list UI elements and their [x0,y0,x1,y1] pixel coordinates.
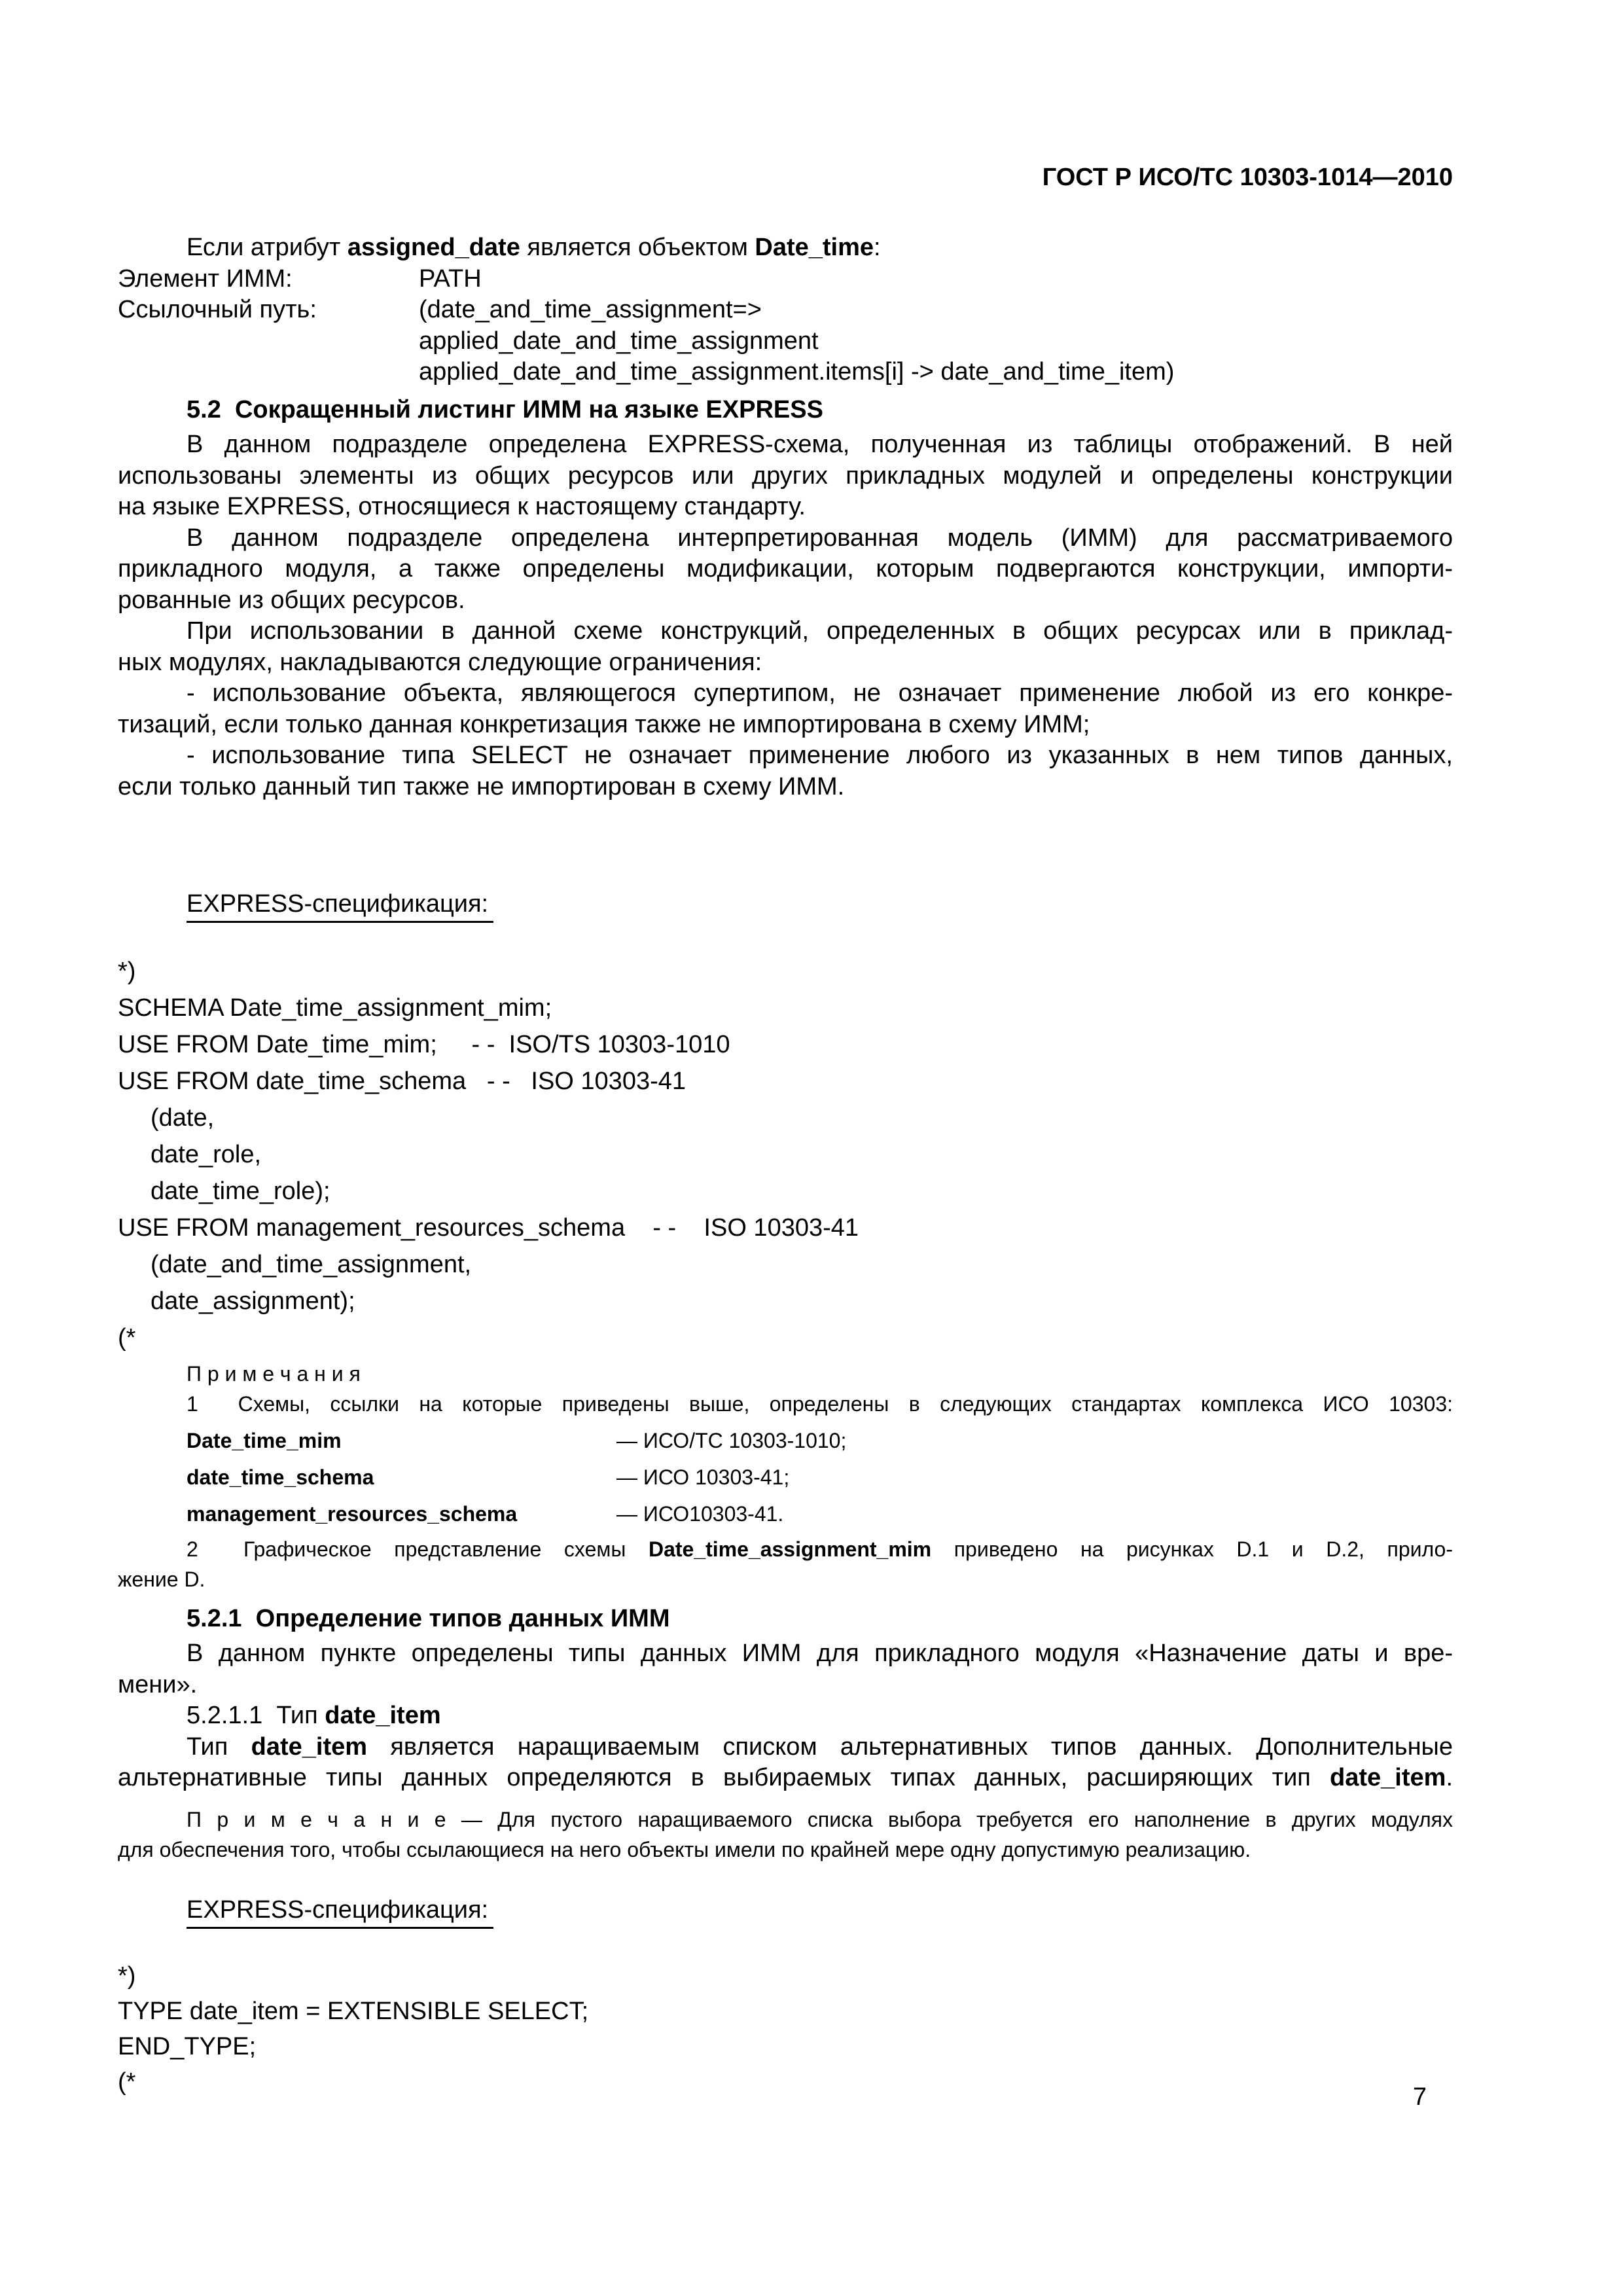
express-code-schema [118,953,1453,1356]
schema-name: management_resources_schema [187,1501,518,1526]
mapping-key [118,357,419,388]
text-line: если только данный тип также не импортирован в схему ИММ. [118,772,845,800]
section-5-2-1-1-heading [118,1700,1453,1732]
text-line: В данном подразделе определена EXPRESS-схема, полученная из таблицы отображений. В ней [187,431,1453,458]
note-date-item [118,1804,1453,1865]
imm-element-mapping [118,264,1453,388]
text-span: альтернативные типы данных определяются в выбираемых типах данных, расширяющих тип [118,1764,1330,1791]
text-span: : [874,234,881,261]
mapping-row [118,264,1453,295]
para-restriction-supertype [118,678,1453,740]
note-2 [118,1534,1453,1594]
text-span: является объектом [520,234,755,261]
text-span: . [1446,1764,1453,1791]
para-date-item [118,1732,1453,1794]
note-1 [118,1389,1453,1419]
schema-standard: — ИСО10303-41. [616,1501,784,1526]
code-line: USE FROM management_resources_schema - - ISO 10303-41 [118,1213,859,1242]
document-body [118,232,1453,2100]
text-line: для обеспечения того, чтобы ссылающиеся на него объекты имели по крайней мере одну допустимую реализацию. [118,1837,1251,1861]
text-line: использованы элементы из общих ресурсов или других прикладных модулей и определены конструкции [118,461,1453,490]
code-line: END_TYPE; [118,2033,257,2060]
text-span: является наращиваемым списком альтернативных типов данных. Дополнительные [367,1732,1453,1761]
code-line: (* [118,1323,136,1352]
page-number: 7 [1412,2083,1427,2111]
text-line: При использовании в данной схеме конструкций, определенных в общих ресурсах или в приклад- [187,617,1453,645]
term-bold: Date_time_assignment_mim [648,1537,932,1561]
term-bold: date_item [251,1732,368,1761]
notes-title [118,1359,1453,1389]
mapping-row [118,326,1453,357]
text-line: П р и м е ч а н и я [187,1361,361,1386]
express-code-date-item [118,1958,1453,2100]
code-line: *) [118,1962,136,1990]
text-line: П р и м е ч а н и е — Для пустого наращиваемого списка выбора требуется его наполнение в других модулях [187,1807,1453,1831]
text-span: Тип [187,1732,251,1761]
text-line: на языке EXPRESS, относящиеся к настоящему стандарту. [118,493,806,520]
text-line: - использование типа SELECT не означает применение любого из указанных в нем типов данных, [187,742,1453,769]
mapping-key [118,326,419,357]
schema-ref-row [118,1462,1453,1492]
text-span: 5.2.1.1 Тип [187,1702,325,1729]
note-1-schema-refs [118,1426,1453,1529]
code-line: date_time_role); [151,1177,330,1205]
schema-name: date_time_schema [187,1465,374,1489]
schema-standard: — ИСО 10303-41; [616,1465,790,1489]
mapping-value: PATH [419,264,482,293]
text-line [118,232,1453,264]
schema-ref-row [118,1499,1453,1529]
para-express-schema [118,429,1453,523]
code-line: (date, [151,1103,215,1132]
underlined-label: EXPRESS-спецификация: [187,890,493,923]
para-restrictions-intro [118,616,1453,678]
mapping-value: applied_date_and_time_assignment [419,327,819,355]
text-span: приведено на рисунках D.1 и D.2, прило- [931,1537,1454,1561]
mapping-key: Элемент ИММ: [118,264,293,293]
para-imm-model [118,523,1453,617]
mapping-value: applied_date_and_time_assignment.items[i] -> date_and_time_item) [419,358,1175,386]
code-line: USE FROM Date_time_mim; - - ISO/TS 10303-1010 [118,1030,730,1058]
intro-condition [118,232,1453,264]
mapping-row [118,295,1453,326]
text-line: мени». [118,1670,198,1698]
mapping-key: Ссылочный путь: [118,296,317,323]
code-line: USE FROM date_time_schema - - ISO 10303-41 [118,1067,687,1095]
express-spec-label-1 [118,889,1453,920]
text-line [118,1534,1453,1564]
text-line [118,1763,1453,1794]
schema-ref-row [118,1426,1453,1456]
express-spec-label-2 [118,1895,1453,1926]
code-line: (* [118,2068,136,2096]
term-bold: assigned_date [347,234,520,261]
text-line: тизаций, если только данная конкретизация также не импортирована в схему ИММ; [118,710,1090,738]
text-line: - использование объекта, являющегося супертипом, не означает применение любой из его конкре- [187,679,1453,707]
mapping-value: (date_and_time_assignment=> [419,296,762,323]
code-line: SCHEMA Date_time_assignment_mim; [118,994,552,1022]
text-span: 2 Графическое представление схемы [187,1537,649,1561]
text-line: 1 Схемы, ссылки на которые приведены выше, определены в следующих стандартах комплекса ИСО 10303: [187,1391,1453,1416]
text-line: жение D. [118,1567,205,1591]
mapping-row [118,357,1453,388]
section-5-2-1-heading: 5.2.1 Определение типов данных ИММ [187,1604,670,1632]
code-line: (date_and_time_assignment, [151,1250,472,1278]
para-imm-datatypes [118,1638,1453,1700]
page-header: ГОСТ Р ИСО/ТС 10303-1014—2010 [1042,164,1453,191]
text-line: рованные из общих ресурсов. [118,586,465,614]
text-line: прикладного модуля, а также определены модификации, которым подвергаются конструкции, импорти- [118,555,1453,583]
text-line: В данном подразделе определена интерпретированная модель (ИММ) для рассматриваемого [187,524,1453,552]
code-line: *) [118,957,136,985]
schema-standard: — ИСО/ТС 10303-1010; [616,1428,847,1452]
schema-name: Date_time_mim [187,1428,342,1452]
text-line [118,1732,1453,1763]
text-line: В данном пункте определены типы данных ИММ для прикладного модуля «Назначение даты и вре- [187,1640,1453,1667]
text-span: Если атрибут [187,234,348,261]
underlined-label: EXPRESS-спецификация: [187,1896,493,1929]
term-bold: Date_time [755,234,874,261]
term-bold: date_item [325,1702,441,1729]
text-line: ных модулях, накладываются следующие ограничения: [118,648,762,676]
code-line: TYPE date_item = EXTENSIBLE SELECT; [118,1998,589,2025]
section-5-2-heading: 5.2 Сокращенный листинг ИММ на языке EXPRESS [187,395,823,423]
code-line: date_assignment); [151,1287,355,1315]
code-line: date_role, [151,1140,262,1168]
term-bold: date_item [1330,1764,1446,1791]
para-restriction-select [118,740,1453,802]
